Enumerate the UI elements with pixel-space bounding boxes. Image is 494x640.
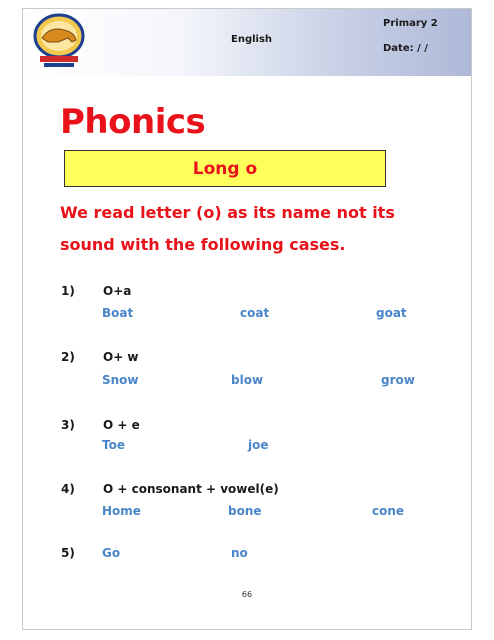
example-word: Go (102, 546, 121, 560)
heading-box (64, 150, 386, 187)
example-word: coat (240, 306, 270, 320)
example-word: grow (381, 373, 415, 387)
example-word: Toe (102, 438, 125, 452)
school-logo (28, 12, 90, 70)
example-word: Boat (102, 306, 134, 320)
page-title: Phonics (60, 102, 206, 142)
rule-number: 4) (61, 482, 75, 496)
date-label: Date: / / (383, 43, 428, 54)
example-word: cone (372, 504, 405, 518)
example-word: bone (228, 504, 262, 518)
rule-number: 3) (61, 418, 75, 432)
example-word: goat (376, 306, 407, 320)
example-word: Snow (102, 373, 139, 387)
grade-label: Primary 2 (383, 18, 438, 29)
example-word: no (231, 546, 248, 560)
rule-text: O + consonant + vowel(e) (103, 482, 279, 496)
rule-number: 1) (61, 284, 75, 298)
rule-text: O + e (103, 418, 140, 432)
rule-text: O+a (103, 284, 132, 298)
rule-text: O+ w (103, 350, 139, 364)
intro-text (60, 197, 440, 261)
intro-line-2: sound with the following cases. (60, 235, 346, 254)
rule-number: 2) (61, 350, 75, 364)
intro-line-1: We read letter (o) as its name not its (60, 203, 395, 222)
example-word: joe (248, 438, 269, 452)
rule-number: 5) (61, 546, 75, 560)
page-number: 66 (241, 590, 253, 599)
subject-label: English (231, 34, 273, 45)
example-word: Home (102, 504, 141, 518)
example-word: blow (231, 373, 264, 387)
heading-box-label: Long o (192, 159, 258, 179)
